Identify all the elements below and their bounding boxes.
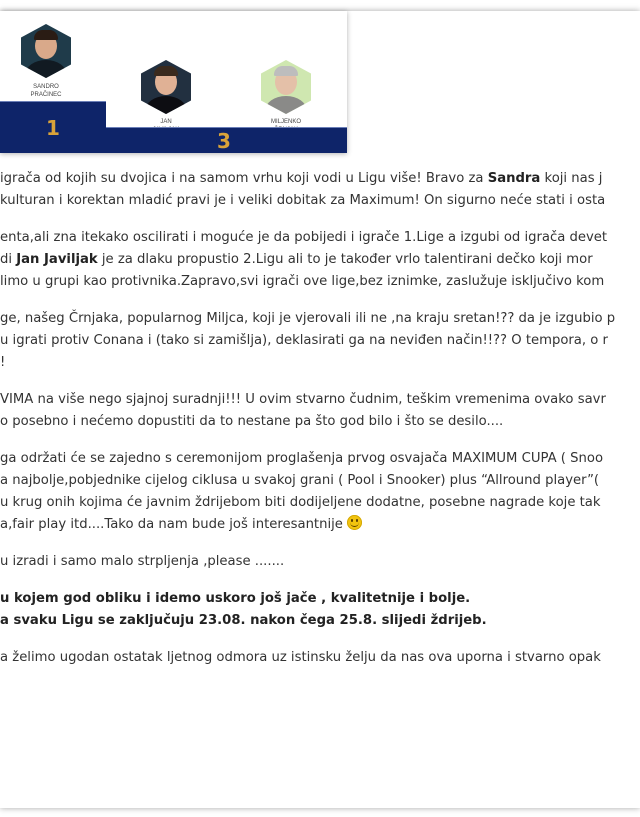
text-line: u igrati protiv Conana i (tako si zamišlja), deklasirati ga na neviđen način!!?? O tempora, o r [0,333,608,348]
winner-1-avatar [21,24,71,78]
winner-3-first-name: MILJENKO [270,119,301,125]
highlight-jan-javiljak: Jan Javiljak [16,252,98,267]
paragraph-6 [0,551,640,573]
text-line: a,fair play itd....Tako da nam bude još interesantnije [0,517,348,532]
text-line: ga održati će se zajedno s ceremonijom proglašenja prvog osvajača MAXIMUM CUPA ( Snoo [0,451,604,466]
text-line: limo u grupi kao protivnika.Zapravo,svi igrači ove lige,bez iznimke, zaslužuje isključivo kom [0,274,605,289]
text-line: di [0,252,17,267]
paragraph-3 [0,308,640,374]
bold-text-line: a svaku Ligu se zaključuju 23.08. nakon čega 25.8. slijedi ždrijeb. [0,613,487,628]
text-line: enta,ali zna itekako oscilirati i moguće je da pobijedi i igrače 1.Lige a izgubi od igrača devet [0,230,608,245]
paragraph-2 [0,227,640,293]
article-body [0,168,640,669]
text-line: kulturan i korektan mladić pravi je i veliki dobitak za Maximum! On sigurno neće stati i osta [0,193,606,208]
text-line: je za dlaku propustio 2.Ligu ali to je također vrlo talentirani dečko koji mor [97,252,593,267]
winner-3-avatar [261,60,311,114]
paragraph-4 [0,389,640,433]
paragraph-5 [0,448,640,536]
winner-2-avatar [141,60,191,114]
text-line: ! [0,355,6,370]
text-line: ge, našeg Črnjaka, popularnog Miljca, koji je vjerovali ili ne ,na kraju sretan!?? da je izgubio p [0,311,616,326]
smiley-emoji-icon [347,515,362,530]
text-line: u izradi i samo malo strpljenja ,please ....... [0,554,285,569]
first-place-number: 1 [46,116,60,140]
text-line: o posebno i nećemo dopustiti da to nestane pa što god bilo i što se desilo.... [0,414,504,429]
winner-2-first-name: JAN [160,119,172,125]
podium-image [0,11,347,153]
first-place-step [0,101,106,153]
highlight-sandro: Sandra [487,171,541,186]
winner-1-last-name: PRAČINEC [30,92,62,98]
text-line: a najbolje,pobjednike cijelog ciklusa u svakoj grani ( Pool i Snooker) plus “Allround player”( [0,473,600,488]
third-place-number: 3 [217,129,231,153]
third-place-step [106,127,347,153]
text-line: VIMA na više nego sjajnoj suradnji!!! U ovim stvarno čudnim, teškim vremenima ovako savr [0,392,606,407]
winner-1-first-name: SANDRO [33,84,59,90]
winner-1-name [11,83,81,99]
text-line: a želimo ugodan ostatak ljetnog odmora uz istinsku želju da nas ova uporna i stvarno opak [0,650,601,665]
text-line: koji nas j [540,171,603,186]
bold-text-line: u kojem god obliku i idemo uskoro još jače , kvalitetnije i bolje. [0,591,471,606]
paragraph-1 [0,168,640,212]
paragraph-8 [0,647,640,669]
text-line: u krug onih kojima će javnim ždrijebom biti dodijeljene dodatne, posebne nagrade koje tak [0,495,601,510]
text-line: igrača od kojih su dvojica i na samom vrhu koji vodi u Ligu više! Bravo za [0,171,488,186]
paragraph-7 [0,588,640,632]
